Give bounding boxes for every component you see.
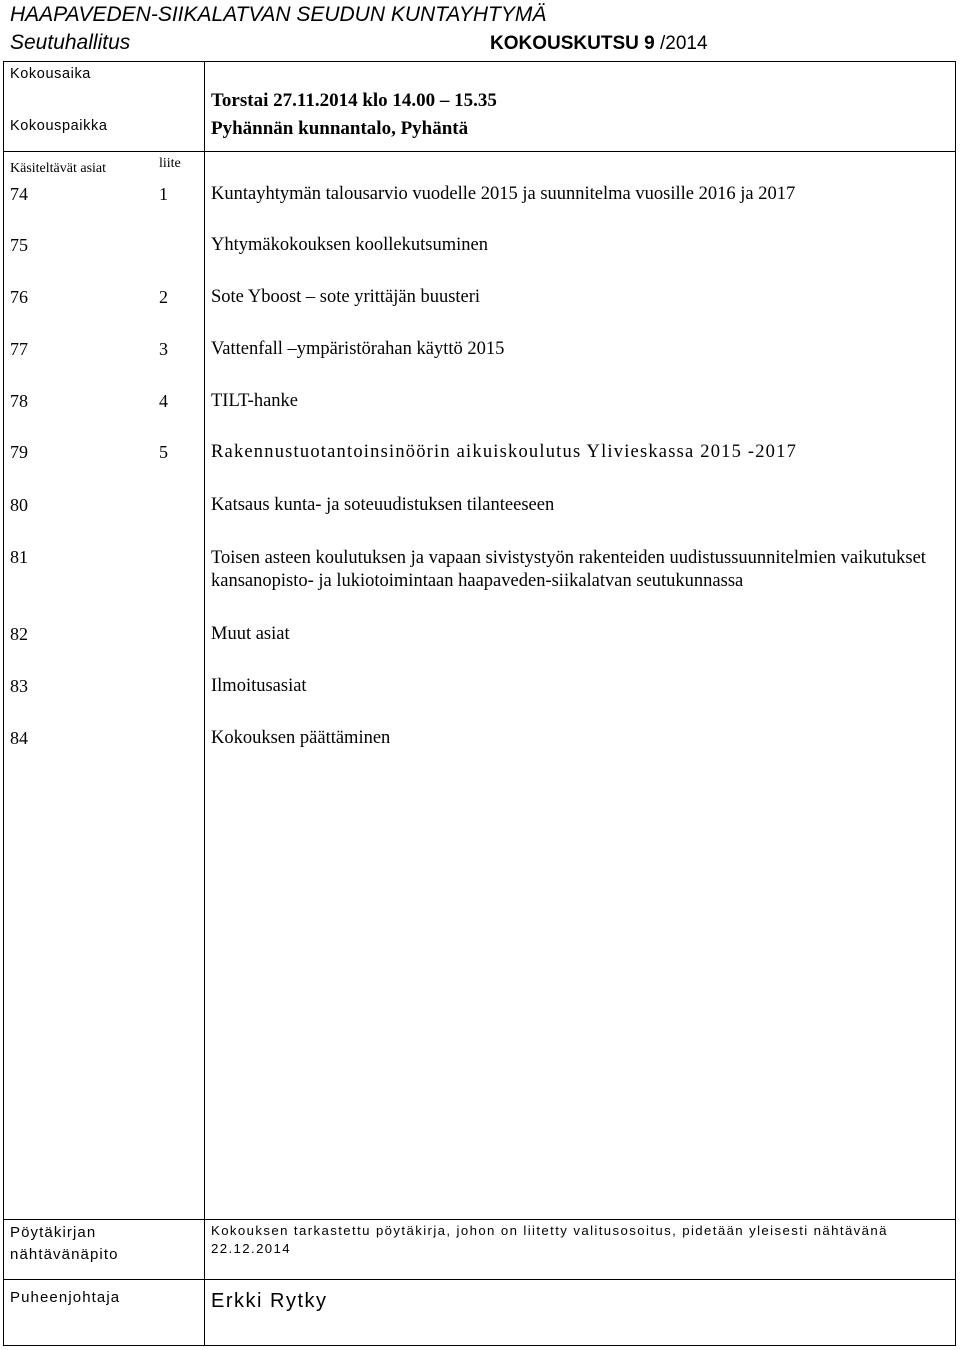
organization-name: HAAPAVEDEN-SIIKALATVAN SEUDUN KUNTAYHTYMÄ — [10, 3, 547, 26]
body-name: Seutuhallitus — [10, 31, 131, 54]
agenda-item-title: Katsaus kunta- ja soteuudistuksen tilanteeseen — [211, 495, 555, 515]
agenda-item-number: 76 — [10, 287, 28, 307]
agenda-item-number: 83 — [10, 676, 28, 696]
row-divider-agenda — [3, 1219, 956, 1220]
agenda-item-title: Muut asiat — [211, 624, 290, 644]
row-divider-meeting — [3, 151, 956, 152]
minutes-display-text: Kokouksen tarkastettu pöytäkirja, johon on liitetty valitusosoitus, pidetään yleisesti nähtävänä 22.12.2014 — [211, 1223, 888, 1256]
minutes-display-label: Pöytäkirjan nähtävänäpito — [10, 1224, 119, 1263]
agenda-item-number: 80 — [10, 495, 28, 515]
agenda-item-title: Kuntayhtymän talousarvio vuodelle 2015 ja suunnitelma vuosille 2016 ja 2017 — [211, 184, 796, 204]
meeting-place-value: Pyhännän kunnantalo, Pyhäntä — [211, 118, 469, 139]
meeting-place-label: Kokouspaikka — [10, 118, 108, 134]
invitation-label: KOKOUSKUTSU 9 — [490, 33, 655, 54]
agenda-item-attachment: 5 — [159, 442, 168, 462]
agenda-item-attachment: 1 — [159, 184, 168, 204]
agenda-item-number: 74 — [10, 184, 28, 204]
agenda-item-number: 82 — [10, 624, 28, 644]
agenda-item-title: Ilmoitusasiat — [211, 676, 307, 696]
agenda-item-attachment: 2 — [159, 287, 168, 307]
column-divider — [204, 61, 205, 1346]
agenda-item-number: 79 — [10, 442, 28, 462]
chair-name: Erkki Rytky — [211, 1290, 328, 1312]
meeting-invitation-number — [490, 33, 708, 55]
agenda-item-attachment: 3 — [159, 339, 168, 359]
agenda-item-number: 77 — [10, 339, 28, 359]
agenda-item-title: Rakennustuotantoinsinöörin aikuiskoulutus Ylivieskassa 2015 -2017 — [211, 442, 798, 462]
agenda-item-title: Kokouksen päättäminen — [211, 728, 391, 748]
meeting-time-value: Torstai 27.11.2014 klo 14.00 – 15.35 — [211, 90, 497, 111]
agenda-item-title: Vattenfall –ympäristörahan käyttö 2015 — [211, 339, 505, 359]
agenda-header-items: Käsiteltävät asiat — [10, 161, 107, 176]
agenda-item-number: 81 — [10, 547, 28, 567]
agenda-item-title: Yhtymäkokouksen koollekutsuminen — [211, 235, 488, 255]
meeting-time-label: Kokousaika — [10, 66, 91, 82]
agenda-item-title: Sote Yboost – sote yrittäjän buusteri — [211, 287, 481, 307]
chair-label: Puheenjohtaja — [10, 1289, 121, 1306]
agenda-item-attachment: 4 — [159, 391, 168, 411]
invitation-year: /2014 — [659, 33, 708, 54]
agenda-item-title: TILT-hanke — [211, 391, 298, 411]
agenda-item-number: 78 — [10, 391, 28, 411]
agenda-item-number: 75 — [10, 235, 28, 255]
agenda-header-liite: liite — [159, 156, 181, 171]
agenda-item-number: 84 — [10, 728, 28, 748]
row-divider-minutes — [3, 1279, 956, 1280]
agenda-item-title: Toisen asteen koulutuksen ja vapaan sivistystyön rakenteiden uudistussuunnitelmien vaikutukset kansanopisto- ja lukiotoimintaan haapaveden-siikalatvan seutukunnassa — [211, 548, 926, 591]
